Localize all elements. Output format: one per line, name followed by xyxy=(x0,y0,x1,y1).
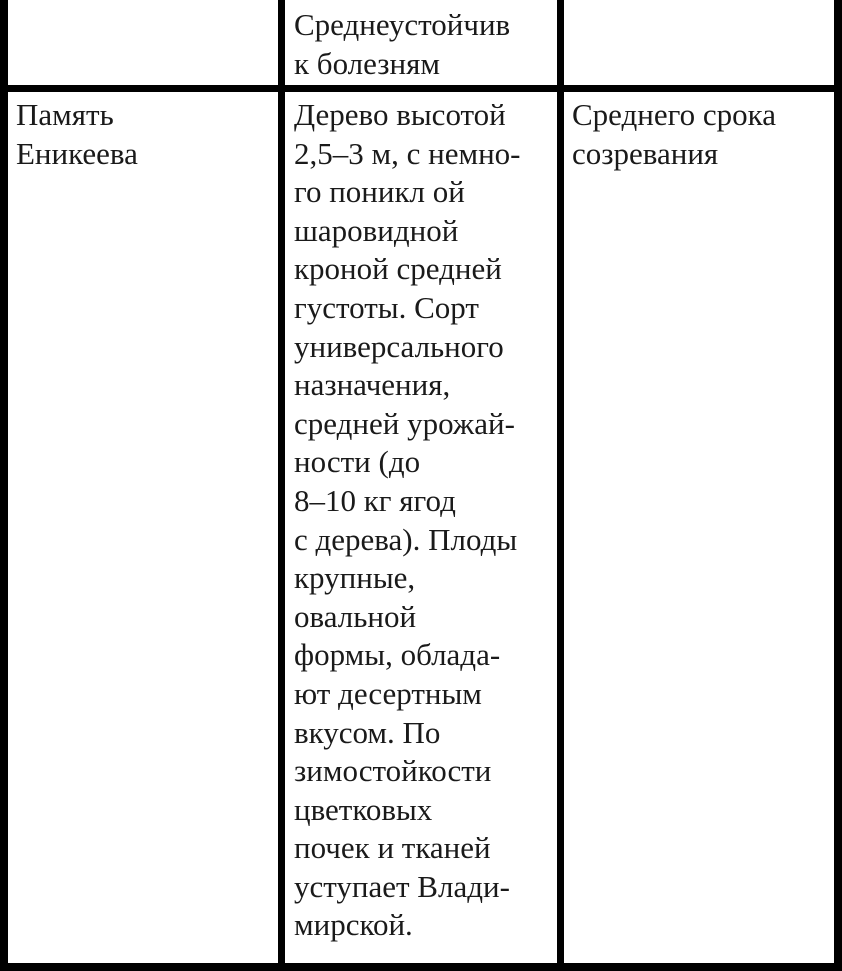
table-border-left xyxy=(0,0,8,971)
description-line: ют десертным xyxy=(294,675,482,711)
header-cell-description xyxy=(294,6,552,82)
description-line: уступает Влади- xyxy=(294,868,510,904)
description-line: вкусом. По xyxy=(294,714,441,750)
description-line: формы, облада- xyxy=(294,637,501,673)
variety-name-line-2: Еникеева xyxy=(16,135,138,171)
ripening-period-cell xyxy=(572,96,828,956)
description-line: 8–10 кг ягод xyxy=(294,482,456,518)
description-line: го поникл ой xyxy=(294,174,465,210)
description-line: 2,5–3 м, с немно- xyxy=(294,135,521,171)
row-divider xyxy=(0,85,842,92)
description-line: овальной xyxy=(294,598,417,634)
header-cell-ripening xyxy=(572,6,828,82)
description-line: мирской. xyxy=(294,907,413,943)
description-line: средней урожай- xyxy=(294,405,515,441)
ripening-period-line-2: созревания xyxy=(572,135,719,171)
description-line: зимостойкости xyxy=(294,753,492,789)
description-line: густоты. Сорт xyxy=(294,289,479,325)
header-cell-variety xyxy=(16,6,272,82)
description-line: крупные, xyxy=(294,560,416,596)
description-line: универсального xyxy=(294,328,504,364)
table-border-right xyxy=(834,0,842,971)
column-divider-1 xyxy=(278,0,285,971)
description-line: ности (до xyxy=(294,444,421,480)
variety-name-cell xyxy=(16,96,272,956)
description-line: кроной средней xyxy=(294,251,502,287)
description-line: цветковых xyxy=(294,791,433,827)
header-description-line-1: Среднеустойчив xyxy=(294,7,511,42)
variety-name-line-1: Память xyxy=(16,97,114,132)
column-divider-2 xyxy=(557,0,564,971)
description-line: Дерево высотой xyxy=(294,97,506,132)
ripening-period-line-1: Среднего срока xyxy=(572,97,776,132)
description-line: с дерева). Плоды xyxy=(294,521,518,557)
header-description-line-2: к болезням xyxy=(294,45,440,81)
description-line: назначения, xyxy=(294,367,451,403)
description-cell xyxy=(294,96,552,956)
description-line: шаровидной xyxy=(294,212,459,248)
table-border-bottom xyxy=(0,963,842,971)
description-line: почек и тканей xyxy=(294,830,491,866)
